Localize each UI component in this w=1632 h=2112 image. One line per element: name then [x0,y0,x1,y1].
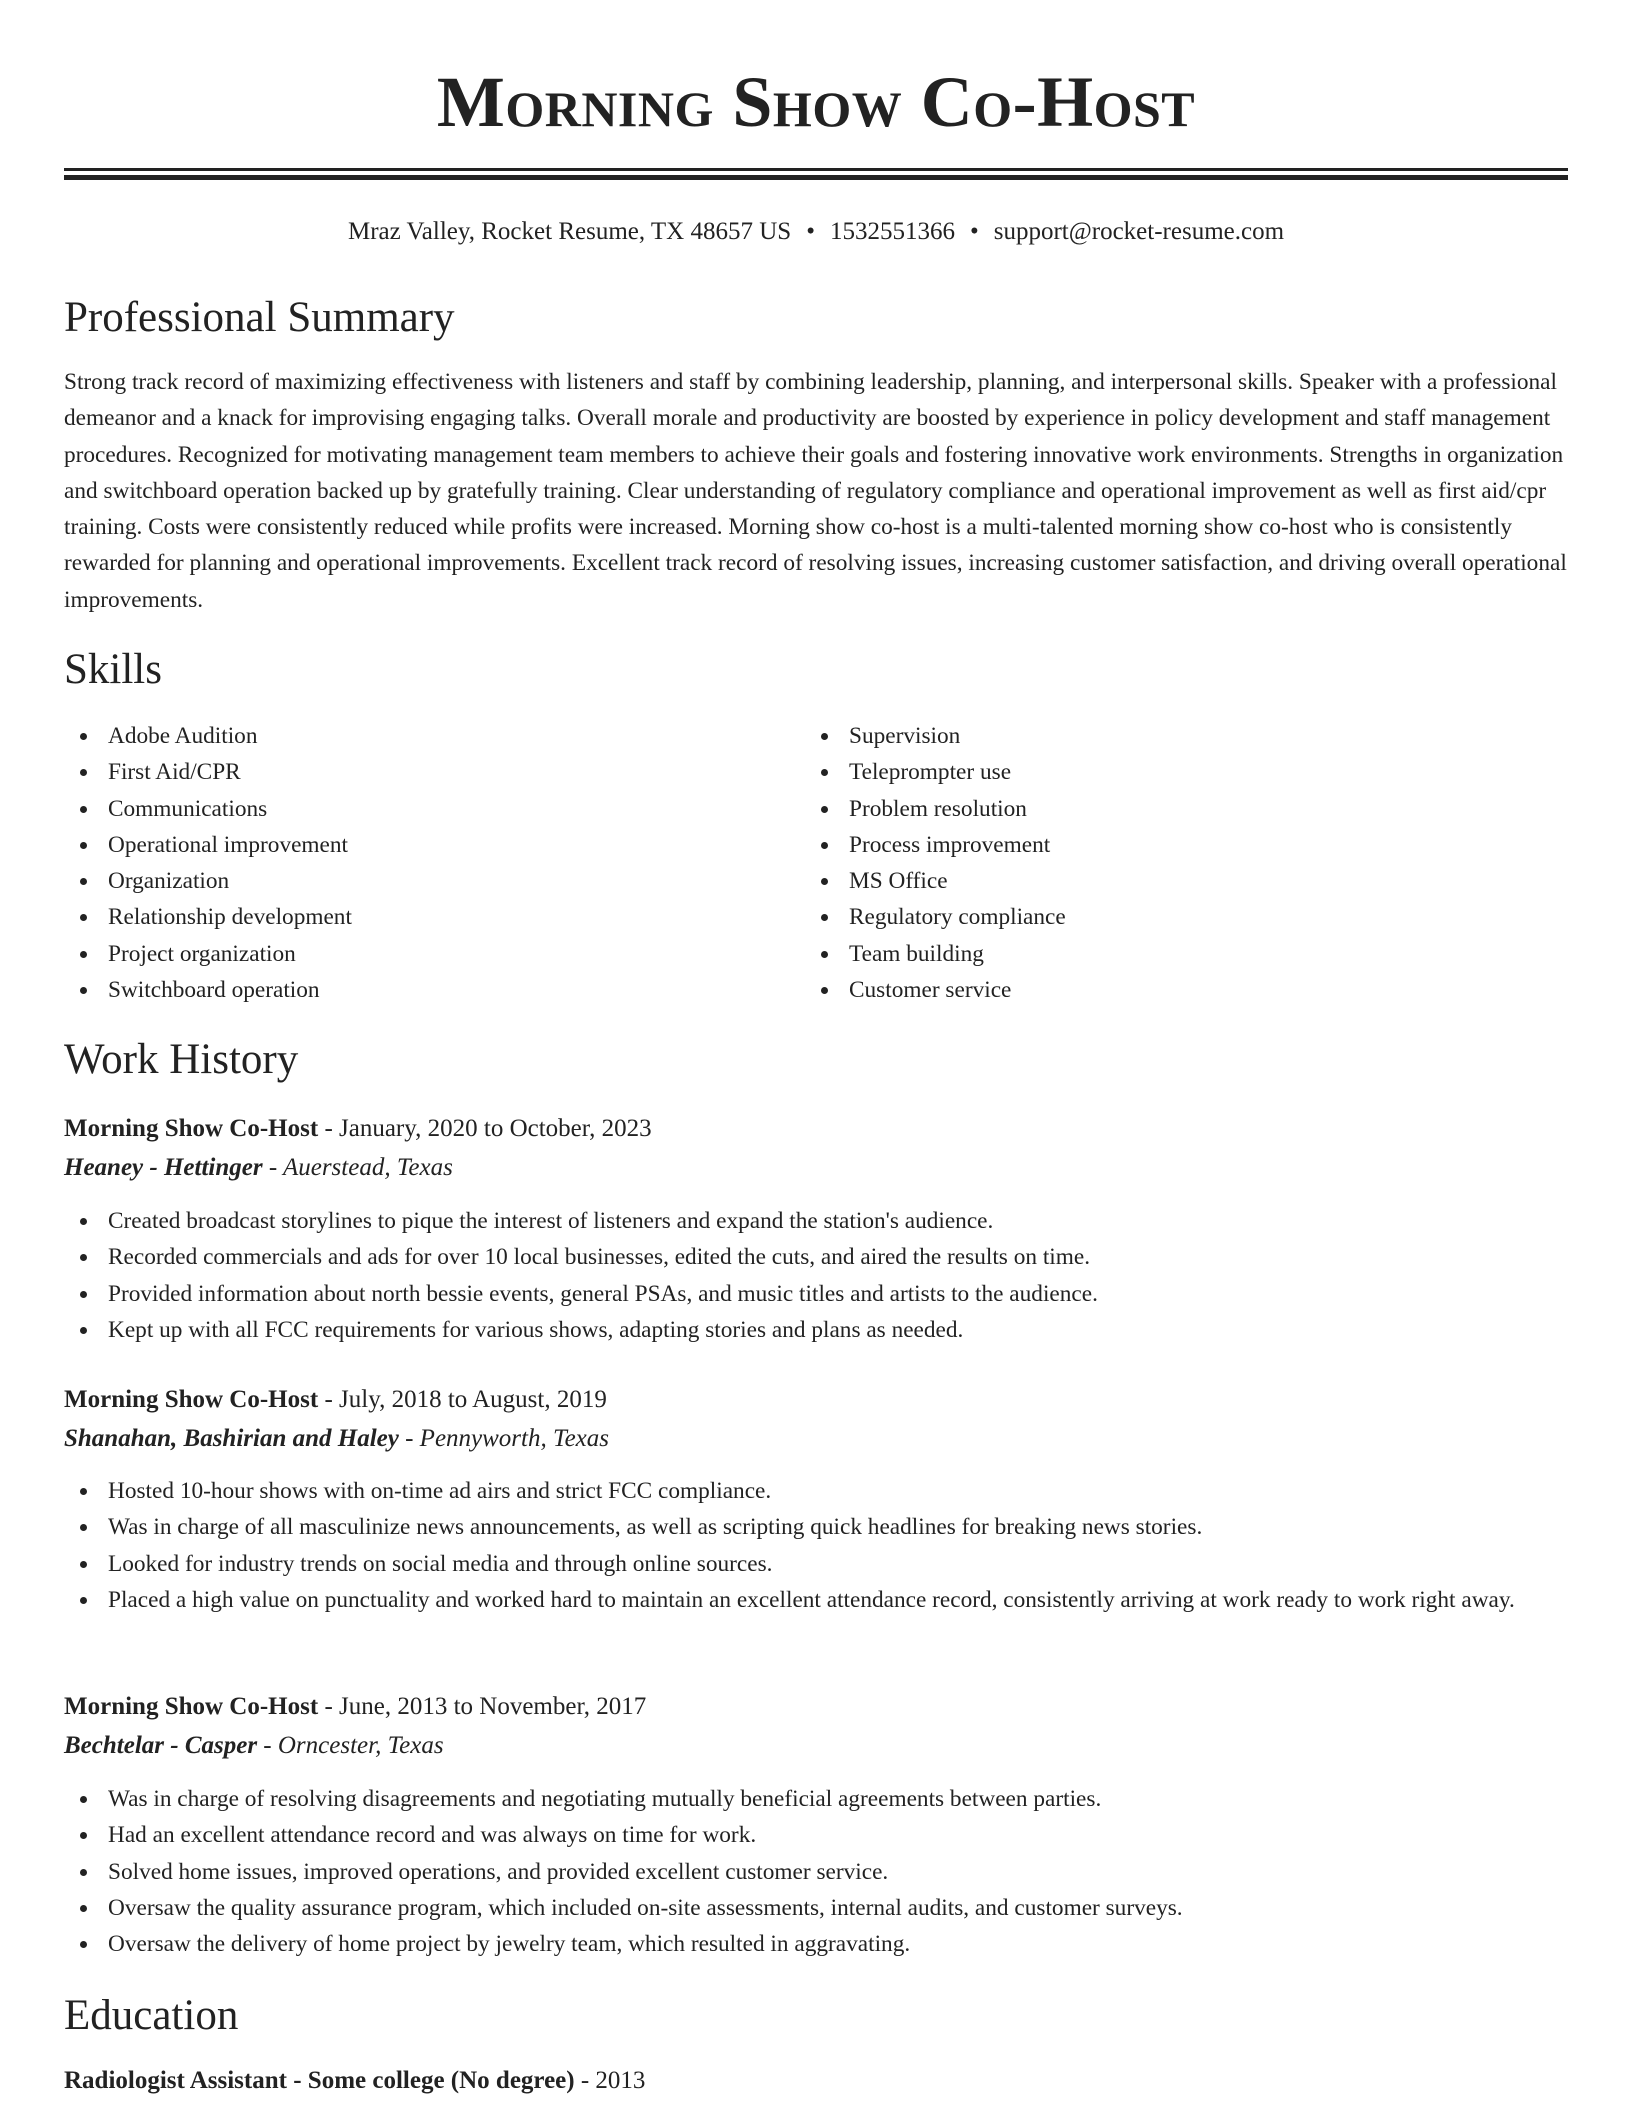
job-employer-line [64,1727,444,1765]
header-rule-thin [64,168,1568,171]
job-bullet: Solved home issues, improved operations, and provided excellent customer service. [64,1854,1568,1890]
job-bullet: Hosted 10-hour shows with on-time ad airs and strict FCC compliance. [64,1473,1568,1509]
job-title: Morning Show Co-Host [64,1693,319,1720]
job-bullet: Provided information about north bessie events, general PSAs, and music titles and artists to the audience. [64,1276,1568,1312]
job-title-line [64,1110,652,1148]
work-history-heading: Work History [64,1036,299,1083]
skill-item: Team building [805,936,1505,972]
skill-item: Relationship development [64,899,764,935]
skill-item: Operational improvement [64,827,764,863]
job-title-line [64,1381,607,1419]
job-bullet: Was in charge of resolving disagreements and negotiating mutually beneficial agreements between parties. [64,1781,1568,1817]
job-title-line [64,1688,646,1726]
summary-heading: Professional Summary [64,294,455,341]
skill-item: Supervision [805,718,1505,754]
job-employer: Bechtelar - Casper [64,1732,258,1759]
skills-list-right [805,718,1505,1008]
job-bullet: Was in charge of all masculinize news announcements, as well as scripting quick headlines for breaking news stories. [64,1509,1568,1545]
job-employer: Heaney - Hettinger [64,1154,263,1181]
skill-item: Communications [64,791,764,827]
job-bullet: Oversaw the quality assurance program, which included on-site assessments, internal audits, and customer surveys. [64,1890,1568,1926]
skill-item: Adobe Audition [64,718,764,754]
education-heading: Education [64,1992,239,2039]
education-year: - 2013 [574,2067,646,2094]
job-employer-line [64,1149,453,1187]
job-bullet: Kept up with all FCC requirements for various shows, adapting stories and plans as needed. [64,1312,1568,1348]
skill-item: First Aid/CPR [64,754,764,790]
job-employer: Shanahan, Bashirian and Haley [64,1425,399,1452]
summary-text: Strong track record of maximizing effectiveness with listeners and staff by combining leadership, planning, and interpersonal skills. Speaker with a professional demeanor and a knack for improvising engaging talks. Overall morale and productivity are boosted by experience in policy development and staff management procedures. Recognized for motivating management team members to achieve their goals and fostering innovative work environments. Strengths in organization and switchboard operation backed up by gratefully training. Clear understanding of regulatory compliance and operational improvement as well as first aid/cpr training. Costs were consistently reduced while profits were increased. Morning show co-host is a multi-talented morning show co-host who is consistently rewarded for planning and operational improvements. Excellent track record of resolving issues, increasing customer satisfaction, and driving overall operational improvements. [64,369,1567,613]
job-bullet: Had an excellent attendance record and was always on time for work. [64,1817,1568,1853]
skill-item: Regulatory compliance [805,899,1505,935]
job-bullets [64,1473,1568,1618]
contact-separator: • [969,218,979,245]
job-location: - Orncester, Texas [257,1732,444,1759]
skill-item: Organization [64,863,764,899]
skill-item: MS Office [805,863,1505,899]
contact-email: support@rocket-resume.com [993,218,1285,245]
skill-item: Process improvement [805,827,1505,863]
job-bullet: Recorded commercials and ads for over 10 local businesses, edited the cuts, and aired the results on time. [64,1239,1568,1275]
education-degree: Radiologist Assistant - Some college (No degree) [64,2067,575,2094]
job-dates: - June, 2013 to November, 2017 [318,1693,647,1720]
page-title: Morning Show Co-Host [436,62,1196,142]
job-bullets [64,1781,1568,1962]
job-bullet: Placed a high value on punctuality and worked hard to maintain an excellent attendance record, consistently arriving at work ready to work right away. [64,1582,1568,1618]
education-entry [64,2062,645,2100]
job-dates: - January, 2020 to October, 2023 [318,1115,652,1142]
job-bullet: Created broadcast storylines to pique the interest of listeners and expand the station's audience. [64,1203,1568,1239]
job-employer-line [64,1420,609,1458]
job-location: - Auerstead, Texas [262,1154,453,1181]
skill-item: Teleprompter use [805,754,1505,790]
job-dates: - July, 2018 to August, 2019 [318,1386,607,1413]
skill-item: Switchboard operation [64,972,764,1008]
job-title: Morning Show Co-Host [64,1115,319,1142]
skill-item: Problem resolution [805,791,1505,827]
job-location: - Pennyworth, Texas [398,1425,610,1452]
skill-item: Customer service [805,972,1505,1008]
job-bullet: Oversaw the delivery of home project by jewelry team, which resulted in aggravating. [64,1926,1568,1962]
job-title: Morning Show Co-Host [64,1386,319,1413]
skill-item: Project organization [64,936,764,972]
skills-heading: Skills [64,646,162,693]
header-rule-thick [64,175,1568,180]
job-bullets [64,1203,1568,1348]
contact-line [0,216,1632,248]
contact-separator: • [806,218,815,245]
contact-phone: 1532551366 [829,218,955,245]
job-bullet: Looked for industry trends on social media and through online sources. [64,1546,1568,1582]
skills-list-left [64,718,764,1008]
contact-address: Mraz Valley, Rocket Resume, TX 48657 US [347,218,792,245]
